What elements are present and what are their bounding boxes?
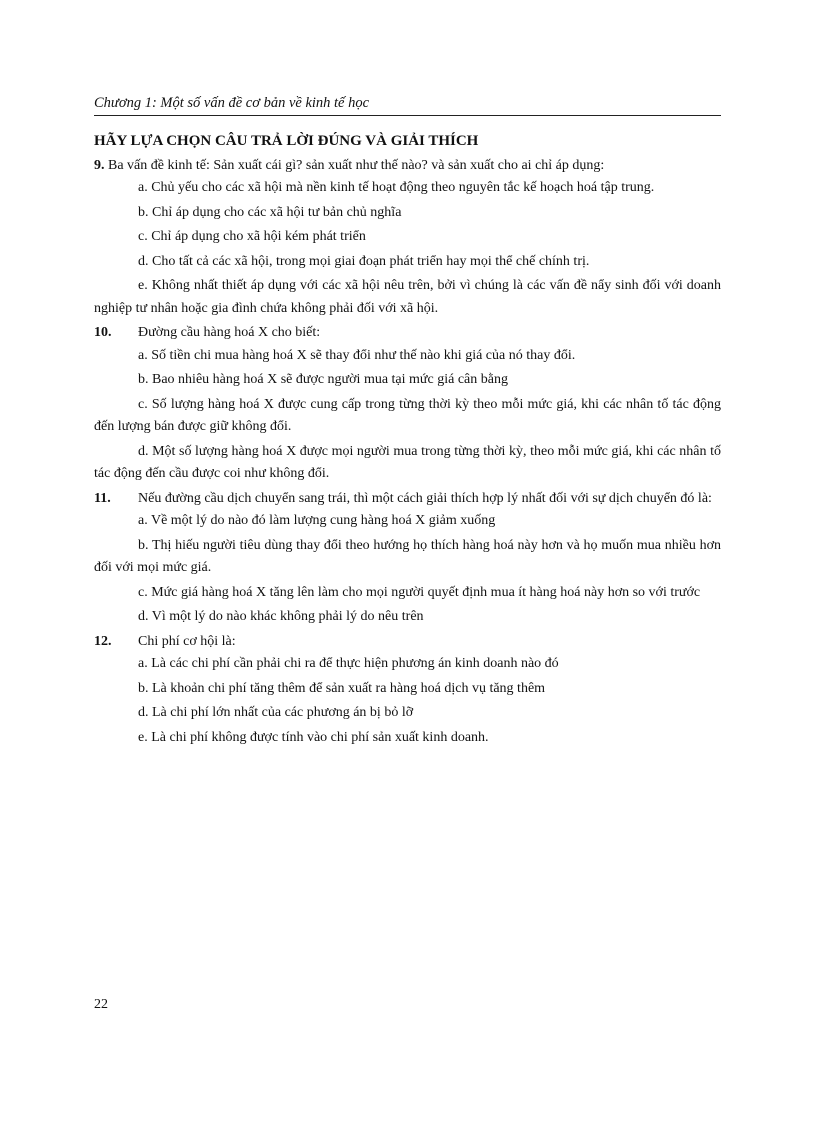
question-stem bbox=[94, 488, 721, 511]
option: a. Về một lý do nào đó làm lượng cung hàng hoá X giảm xuống bbox=[138, 513, 496, 528]
option: c. Mức giá hàng hoá X tăng lên làm cho mọi người quyết định mua ít hàng hoá này hơn so với trước bbox=[138, 584, 701, 600]
option: d. Cho tất cả các xã hội, trong mọi giai đoạn phát triển hay mọi thể chế chính trị. bbox=[138, 253, 590, 269]
option: b. Bao nhiêu hàng hoá X sẽ được người mua tại mức giá cân bằng bbox=[138, 372, 508, 387]
question-number: 11. bbox=[94, 490, 111, 506]
question-stem bbox=[94, 631, 721, 654]
running-header: Chương 1: Một số vấn đề cơ bản về kinh tế học bbox=[94, 93, 721, 116]
option: d. Vì một lý do nào khác không phải lý do nêu trên bbox=[138, 609, 424, 624]
question-stem bbox=[94, 155, 721, 178]
question-12 bbox=[94, 631, 721, 750]
option: c. Chỉ áp dụng cho xã hội kém phát triển bbox=[138, 229, 366, 244]
question-9 bbox=[94, 155, 721, 321]
option: e. Không nhất thiết áp dụng với các xã hội nêu trên, bởi vì chúng là các vấn đề nẩy sinh đối với doanh nghiệp tư nhân hoặc gia đình chứa không phải đối với xã hội. bbox=[94, 278, 721, 316]
option: d. Là chi phí lớn nhất của các phương án bị bỏ lỡ bbox=[138, 705, 414, 720]
option: c. Số lượng hàng hoá X được cung cấp trong từng thời kỳ theo mỗi mức giá, khi các nhân tố tác động đến lượng bán được giữ không đổi. bbox=[94, 396, 721, 434]
option: a. Là các chi phí cần phải chi ra để thực hiện phương án kinh doanh nào đó bbox=[138, 656, 559, 671]
question-text: Đường cầu hàng hoá X cho biết: bbox=[138, 325, 321, 340]
option: a. Số tiền chi mua hàng hoá X sẽ thay đổi như thế nào khi giá của nó thay đổi. bbox=[138, 347, 576, 363]
option: d. Một số lượng hàng hoá X được mọi người mua trong từng thời kỳ, theo mỗi mức giá, khi các nhân tố tác động đến cầu được coi như không đổi. bbox=[94, 443, 721, 481]
question-11 bbox=[94, 488, 721, 629]
question-stem bbox=[94, 322, 721, 345]
question-text: Nếu đường cầu dịch chuyển sang trái, thì một cách giải thích hợp lý nhất đối với sự dịch chuyển đó là: bbox=[138, 490, 712, 506]
question-number: 12. bbox=[94, 633, 112, 649]
option: b. Chỉ áp dụng cho các xã hội tư bản chủ nghĩa bbox=[138, 204, 402, 220]
section-title: HÃY LỰA CHỌN CÂU TRẢ LỜI ĐÚNG VÀ GIẢI THÍCH bbox=[94, 133, 479, 149]
question-text: Chi phí cơ hội là: bbox=[138, 633, 236, 649]
question-text: Ba vấn đề kinh tế: Sản xuất cái gì? sản xuất như thế nào? và sản xuất cho ai chỉ áp dụng: bbox=[104, 157, 605, 173]
option: b. Là khoản chi phí tăng thêm để sản xuất ra hàng hoá dịch vụ tăng thêm bbox=[138, 680, 546, 696]
question-number: 9. bbox=[94, 157, 105, 173]
page-content bbox=[94, 130, 721, 751]
page-number: 22 bbox=[94, 997, 108, 1012]
option: b. Thị hiếu người tiêu dùng thay đổi theo hướng họ thích hàng hoá này hơn và họ muốn mua nhiều hơn đối với mọi mức giá. bbox=[94, 537, 721, 575]
option: e. Là chi phí không được tính vào chi phí sản xuất kinh doanh. bbox=[138, 729, 489, 745]
option: a. Chủ yếu cho các xã hội mà nền kinh tế hoạt động theo nguyên tắc kế hoạch hoá tập trung. bbox=[138, 180, 655, 195]
question-10 bbox=[94, 322, 721, 486]
question-number: 10. bbox=[94, 325, 112, 340]
